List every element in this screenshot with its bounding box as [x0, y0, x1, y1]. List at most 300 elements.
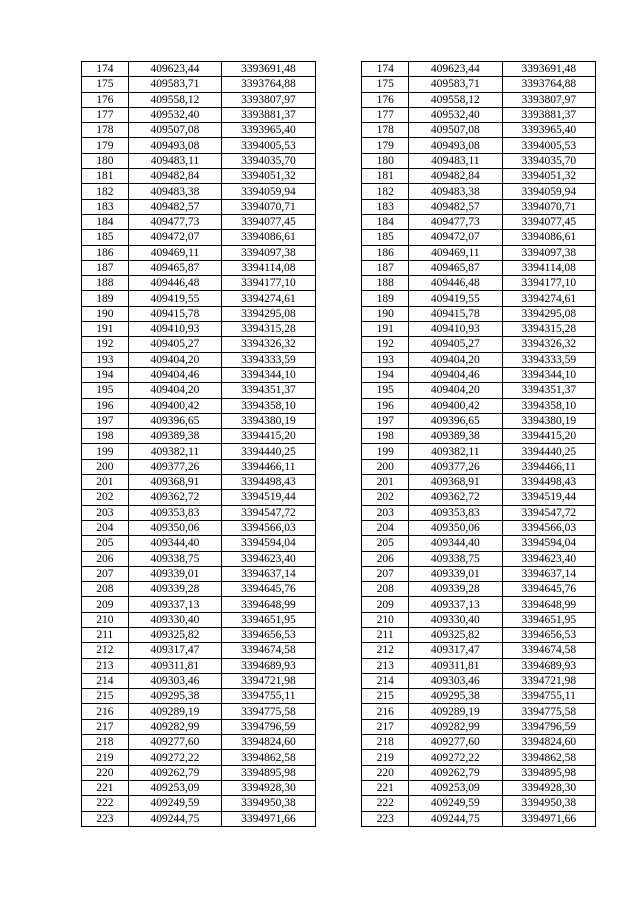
- right-y-coordinate-cell: 3394070,71: [502, 199, 595, 214]
- table-row: [82, 735, 596, 750]
- right-y-coordinate-cell: 3394086,61: [502, 230, 595, 245]
- right-point-number-cell: 208: [362, 582, 409, 597]
- table-row: [82, 291, 596, 306]
- column-gap: [315, 750, 362, 765]
- table-row: [82, 260, 596, 275]
- right-y-coordinate-cell: 3394656,53: [502, 627, 595, 642]
- left-point-number-cell: 221: [82, 780, 129, 795]
- left-point-number-cell: 198: [82, 429, 129, 444]
- left-x-coordinate-cell: 409404,46: [128, 367, 221, 382]
- right-x-coordinate-cell: 409244,75: [409, 811, 502, 826]
- right-x-coordinate-cell: 409339,01: [409, 566, 502, 581]
- right-x-coordinate-cell: 409317,47: [409, 643, 502, 658]
- left-y-coordinate-cell: 3394114,08: [222, 260, 315, 275]
- right-point-number-cell: 209: [362, 597, 409, 612]
- right-y-coordinate-cell: 3394097,38: [502, 245, 595, 260]
- table-row: [82, 62, 596, 77]
- right-point-number-cell: 207: [362, 566, 409, 581]
- column-gap: [315, 719, 362, 734]
- left-x-coordinate-cell: 409303,46: [128, 673, 221, 688]
- right-y-coordinate-cell: 3394380,19: [502, 413, 595, 428]
- right-point-number-cell: 184: [362, 214, 409, 229]
- left-point-number-cell: 207: [82, 566, 129, 581]
- left-y-coordinate-cell: 3394295,08: [222, 306, 315, 321]
- left-x-coordinate-cell: 409272,22: [128, 750, 221, 765]
- left-y-coordinate-cell: 3394648,99: [222, 597, 315, 612]
- left-y-coordinate-cell: 3393764,88: [222, 77, 315, 92]
- left-x-coordinate-cell: 409339,01: [128, 566, 221, 581]
- right-point-number-cell: 181: [362, 169, 409, 184]
- table-row: [82, 658, 596, 673]
- right-point-number-cell: 220: [362, 765, 409, 780]
- right-x-coordinate-cell: 409400,42: [409, 398, 502, 413]
- right-point-number-cell: 194: [362, 367, 409, 382]
- table-row: [82, 765, 596, 780]
- right-point-number-cell: 203: [362, 505, 409, 520]
- right-x-coordinate-cell: 409303,46: [409, 673, 502, 688]
- table-row: [82, 796, 596, 811]
- coordinates-table-body: [82, 62, 596, 827]
- right-x-coordinate-cell: 409295,38: [409, 689, 502, 704]
- left-x-coordinate-cell: 409244,75: [128, 811, 221, 826]
- right-x-coordinate-cell: 409482,84: [409, 169, 502, 184]
- right-x-coordinate-cell: 409493,08: [409, 138, 502, 153]
- left-point-number-cell: 181: [82, 169, 129, 184]
- column-gap: [315, 337, 362, 352]
- column-gap: [315, 138, 362, 153]
- left-y-coordinate-cell: 3394824,60: [222, 735, 315, 750]
- left-x-coordinate-cell: 409249,59: [128, 796, 221, 811]
- right-x-coordinate-cell: 409262,79: [409, 765, 502, 780]
- right-x-coordinate-cell: 409311,81: [409, 658, 502, 673]
- right-x-coordinate-cell: 409465,87: [409, 260, 502, 275]
- left-y-coordinate-cell: 3393881,37: [222, 107, 315, 122]
- right-x-coordinate-cell: 409353,83: [409, 505, 502, 520]
- left-y-coordinate-cell: 3394051,32: [222, 169, 315, 184]
- column-gap: [315, 597, 362, 612]
- left-x-coordinate-cell: 409253,09: [128, 780, 221, 795]
- table-row: [82, 780, 596, 795]
- column-gap: [315, 429, 362, 444]
- right-y-coordinate-cell: 3394648,99: [502, 597, 595, 612]
- column-gap: [315, 490, 362, 505]
- right-point-number-cell: 186: [362, 245, 409, 260]
- left-point-number-cell: 208: [82, 582, 129, 597]
- left-y-coordinate-cell: 3394674,58: [222, 643, 315, 658]
- right-x-coordinate-cell: 409623,44: [409, 62, 502, 77]
- left-point-number-cell: 196: [82, 398, 129, 413]
- right-y-coordinate-cell: 3394689,93: [502, 658, 595, 673]
- left-point-number-cell: 193: [82, 352, 129, 367]
- table-row: [82, 459, 596, 474]
- right-x-coordinate-cell: 409446,48: [409, 276, 502, 291]
- table-row: [82, 689, 596, 704]
- left-point-number-cell: 199: [82, 444, 129, 459]
- left-point-number-cell: 186: [82, 245, 129, 260]
- right-y-coordinate-cell: 3394344,10: [502, 367, 595, 382]
- right-x-coordinate-cell: 409253,09: [409, 780, 502, 795]
- column-gap: [315, 796, 362, 811]
- right-x-coordinate-cell: 409382,11: [409, 444, 502, 459]
- left-point-number-cell: 184: [82, 214, 129, 229]
- table-row: [82, 107, 596, 122]
- right-point-number-cell: 189: [362, 291, 409, 306]
- right-y-coordinate-cell: 3394333,59: [502, 352, 595, 367]
- right-x-coordinate-cell: 409338,75: [409, 551, 502, 566]
- table-row: [82, 383, 596, 398]
- right-y-coordinate-cell: 3393764,88: [502, 77, 595, 92]
- table-row: [82, 475, 596, 490]
- left-y-coordinate-cell: 3394651,95: [222, 612, 315, 627]
- left-point-number-cell: 219: [82, 750, 129, 765]
- table-row: [82, 153, 596, 168]
- left-y-coordinate-cell: 3394326,32: [222, 337, 315, 352]
- table-row: [82, 199, 596, 214]
- column-gap: [315, 536, 362, 551]
- left-point-number-cell: 179: [82, 138, 129, 153]
- left-point-number-cell: 177: [82, 107, 129, 122]
- left-x-coordinate-cell: 409330,40: [128, 612, 221, 627]
- right-point-number-cell: 178: [362, 123, 409, 138]
- right-y-coordinate-cell: 3394721,98: [502, 673, 595, 688]
- right-point-number-cell: 190: [362, 306, 409, 321]
- table-row: [82, 352, 596, 367]
- column-gap: [315, 704, 362, 719]
- table-row: [82, 612, 596, 627]
- column-gap: [315, 612, 362, 627]
- left-x-coordinate-cell: 409507,08: [128, 123, 221, 138]
- table-row: [82, 245, 596, 260]
- column-gap: [315, 658, 362, 673]
- right-point-number-cell: 214: [362, 673, 409, 688]
- left-x-coordinate-cell: 409493,08: [128, 138, 221, 153]
- right-y-coordinate-cell: 3394274,61: [502, 291, 595, 306]
- left-point-number-cell: 211: [82, 627, 129, 642]
- left-y-coordinate-cell: 3394344,10: [222, 367, 315, 382]
- right-x-coordinate-cell: 409389,38: [409, 429, 502, 444]
- left-x-coordinate-cell: 409262,79: [128, 765, 221, 780]
- right-y-coordinate-cell: 3394498,43: [502, 475, 595, 490]
- right-y-coordinate-cell: 3394862,58: [502, 750, 595, 765]
- right-y-coordinate-cell: 3394051,32: [502, 169, 595, 184]
- right-y-coordinate-cell: 3394519,44: [502, 490, 595, 505]
- column-gap: [315, 765, 362, 780]
- left-point-number-cell: 182: [82, 184, 129, 199]
- left-point-number-cell: 188: [82, 276, 129, 291]
- right-point-number-cell: 199: [362, 444, 409, 459]
- right-y-coordinate-cell: 3394466,11: [502, 459, 595, 474]
- right-point-number-cell: 210: [362, 612, 409, 627]
- right-y-coordinate-cell: 3394637,14: [502, 566, 595, 581]
- column-gap: [315, 566, 362, 581]
- right-x-coordinate-cell: 409419,55: [409, 291, 502, 306]
- left-point-number-cell: 220: [82, 765, 129, 780]
- table-row: [82, 505, 596, 520]
- right-y-coordinate-cell: 3394824,60: [502, 735, 595, 750]
- column-gap: [315, 123, 362, 138]
- left-point-number-cell: 195: [82, 383, 129, 398]
- right-point-number-cell: 204: [362, 520, 409, 535]
- left-y-coordinate-cell: 3394415,20: [222, 429, 315, 444]
- right-y-coordinate-cell: 3394895,98: [502, 765, 595, 780]
- left-point-number-cell: 223: [82, 811, 129, 826]
- right-x-coordinate-cell: 409410,93: [409, 322, 502, 337]
- left-point-number-cell: 178: [82, 123, 129, 138]
- column-gap: [315, 291, 362, 306]
- right-x-coordinate-cell: 409404,20: [409, 383, 502, 398]
- left-point-number-cell: 189: [82, 291, 129, 306]
- left-y-coordinate-cell: 3394566,03: [222, 520, 315, 535]
- right-point-number-cell: 219: [362, 750, 409, 765]
- table-row: [82, 413, 596, 428]
- left-y-coordinate-cell: 3394755,11: [222, 689, 315, 704]
- left-point-number-cell: 210: [82, 612, 129, 627]
- table-row: [82, 230, 596, 245]
- left-point-number-cell: 187: [82, 260, 129, 275]
- left-y-coordinate-cell: 3394498,43: [222, 475, 315, 490]
- left-x-coordinate-cell: 409583,71: [128, 77, 221, 92]
- left-y-coordinate-cell: 3394086,61: [222, 230, 315, 245]
- right-x-coordinate-cell: 409362,72: [409, 490, 502, 505]
- table-row: [82, 367, 596, 382]
- left-point-number-cell: 217: [82, 719, 129, 734]
- left-x-coordinate-cell: 409419,55: [128, 291, 221, 306]
- right-x-coordinate-cell: 409337,13: [409, 597, 502, 612]
- right-x-coordinate-cell: 409350,06: [409, 520, 502, 535]
- column-gap: [315, 352, 362, 367]
- left-y-coordinate-cell: 3394594,04: [222, 536, 315, 551]
- left-y-coordinate-cell: 3394035,70: [222, 153, 315, 168]
- right-x-coordinate-cell: 409404,46: [409, 367, 502, 382]
- column-gap: [315, 520, 362, 535]
- right-y-coordinate-cell: 3394177,10: [502, 276, 595, 291]
- right-x-coordinate-cell: 409583,71: [409, 77, 502, 92]
- table-row: [82, 92, 596, 107]
- right-y-coordinate-cell: 3394594,04: [502, 536, 595, 551]
- left-point-number-cell: 206: [82, 551, 129, 566]
- table-row: [82, 551, 596, 566]
- table-row: [82, 322, 596, 337]
- right-y-coordinate-cell: 3394755,11: [502, 689, 595, 704]
- left-x-coordinate-cell: 409368,91: [128, 475, 221, 490]
- left-point-number-cell: 202: [82, 490, 129, 505]
- left-y-coordinate-cell: 3394689,93: [222, 658, 315, 673]
- left-x-coordinate-cell: 409353,83: [128, 505, 221, 520]
- left-y-coordinate-cell: 3394070,71: [222, 199, 315, 214]
- left-point-number-cell: 190: [82, 306, 129, 321]
- left-point-number-cell: 180: [82, 153, 129, 168]
- right-y-coordinate-cell: 3394315,28: [502, 322, 595, 337]
- left-y-coordinate-cell: 3394097,38: [222, 245, 315, 260]
- left-y-coordinate-cell: 3394928,30: [222, 780, 315, 795]
- column-gap: [315, 153, 362, 168]
- left-x-coordinate-cell: 409482,57: [128, 199, 221, 214]
- right-point-number-cell: 195: [362, 383, 409, 398]
- table-row: [82, 627, 596, 642]
- left-x-coordinate-cell: 409325,82: [128, 627, 221, 642]
- right-x-coordinate-cell: 409507,08: [409, 123, 502, 138]
- table-row: [82, 444, 596, 459]
- left-y-coordinate-cell: 3394623,40: [222, 551, 315, 566]
- left-x-coordinate-cell: 409377,26: [128, 459, 221, 474]
- right-point-number-cell: 217: [362, 719, 409, 734]
- table-row: [82, 337, 596, 352]
- right-x-coordinate-cell: 409368,91: [409, 475, 502, 490]
- left-y-coordinate-cell: 3394796,59: [222, 719, 315, 734]
- left-y-coordinate-cell: 3393965,40: [222, 123, 315, 138]
- right-x-coordinate-cell: 409339,28: [409, 582, 502, 597]
- left-y-coordinate-cell: 3394656,53: [222, 627, 315, 642]
- table-row: [82, 536, 596, 551]
- left-y-coordinate-cell: 3394077,45: [222, 214, 315, 229]
- right-y-coordinate-cell: 3394326,32: [502, 337, 595, 352]
- left-x-coordinate-cell: 409282,99: [128, 719, 221, 734]
- left-x-coordinate-cell: 409277,60: [128, 735, 221, 750]
- left-x-coordinate-cell: 409337,13: [128, 597, 221, 612]
- right-x-coordinate-cell: 409277,60: [409, 735, 502, 750]
- left-point-number-cell: 203: [82, 505, 129, 520]
- left-x-coordinate-cell: 409483,11: [128, 153, 221, 168]
- right-point-number-cell: 188: [362, 276, 409, 291]
- left-x-coordinate-cell: 409396,65: [128, 413, 221, 428]
- right-point-number-cell: 191: [362, 322, 409, 337]
- right-x-coordinate-cell: 409415,78: [409, 306, 502, 321]
- column-gap: [315, 306, 362, 321]
- table-row: [82, 811, 596, 826]
- right-point-number-cell: 182: [362, 184, 409, 199]
- right-point-number-cell: 202: [362, 490, 409, 505]
- left-y-coordinate-cell: 3394519,44: [222, 490, 315, 505]
- left-y-coordinate-cell: 3394775,58: [222, 704, 315, 719]
- right-x-coordinate-cell: 409477,73: [409, 214, 502, 229]
- right-point-number-cell: 216: [362, 704, 409, 719]
- column-gap: [315, 459, 362, 474]
- right-point-number-cell: 197: [362, 413, 409, 428]
- right-point-number-cell: 175: [362, 77, 409, 92]
- table-row: [82, 566, 596, 581]
- left-y-coordinate-cell: 3394351,37: [222, 383, 315, 398]
- table-row: [82, 673, 596, 688]
- right-y-coordinate-cell: 3393691,48: [502, 62, 595, 77]
- left-x-coordinate-cell: 409405,27: [128, 337, 221, 352]
- right-point-number-cell: 192: [362, 337, 409, 352]
- table-row: [82, 719, 596, 734]
- right-x-coordinate-cell: 409404,20: [409, 352, 502, 367]
- left-x-coordinate-cell: 409482,84: [128, 169, 221, 184]
- left-x-coordinate-cell: 409382,11: [128, 444, 221, 459]
- left-point-number-cell: 218: [82, 735, 129, 750]
- right-point-number-cell: 212: [362, 643, 409, 658]
- left-y-coordinate-cell: 3394637,14: [222, 566, 315, 581]
- left-point-number-cell: 194: [82, 367, 129, 382]
- left-x-coordinate-cell: 409400,42: [128, 398, 221, 413]
- right-x-coordinate-cell: 409325,82: [409, 627, 502, 642]
- column-gap: [315, 276, 362, 291]
- column-gap: [315, 627, 362, 642]
- right-x-coordinate-cell: 409289,19: [409, 704, 502, 719]
- left-x-coordinate-cell: 409350,06: [128, 520, 221, 535]
- right-y-coordinate-cell: 3393965,40: [502, 123, 595, 138]
- column-gap: [315, 169, 362, 184]
- left-x-coordinate-cell: 409472,07: [128, 230, 221, 245]
- right-x-coordinate-cell: 409558,12: [409, 92, 502, 107]
- right-point-number-cell: 179: [362, 138, 409, 153]
- right-y-coordinate-cell: 3394796,59: [502, 719, 595, 734]
- right-y-coordinate-cell: 3394775,58: [502, 704, 595, 719]
- table-row: [82, 582, 596, 597]
- left-x-coordinate-cell: 409289,19: [128, 704, 221, 719]
- right-point-number-cell: 223: [362, 811, 409, 826]
- right-y-coordinate-cell: 3394950,38: [502, 796, 595, 811]
- table-row: [82, 398, 596, 413]
- left-x-coordinate-cell: 409415,78: [128, 306, 221, 321]
- left-y-coordinate-cell: 3394721,98: [222, 673, 315, 688]
- right-y-coordinate-cell: 3394295,08: [502, 306, 595, 321]
- column-gap: [315, 62, 362, 77]
- left-point-number-cell: 183: [82, 199, 129, 214]
- left-point-number-cell: 216: [82, 704, 129, 719]
- right-y-coordinate-cell: 3394547,72: [502, 505, 595, 520]
- right-y-coordinate-cell: 3394674,58: [502, 643, 595, 658]
- column-gap: [315, 77, 362, 92]
- right-y-coordinate-cell: 3394351,37: [502, 383, 595, 398]
- column-gap: [315, 551, 362, 566]
- left-point-number-cell: 197: [82, 413, 129, 428]
- left-point-number-cell: 176: [82, 92, 129, 107]
- right-point-number-cell: 187: [362, 260, 409, 275]
- column-gap: [315, 475, 362, 490]
- table-row: [82, 704, 596, 719]
- left-x-coordinate-cell: 409483,38: [128, 184, 221, 199]
- column-gap: [315, 643, 362, 658]
- column-gap: [315, 398, 362, 413]
- left-point-number-cell: 191: [82, 322, 129, 337]
- left-x-coordinate-cell: 409389,38: [128, 429, 221, 444]
- left-x-coordinate-cell: 409311,81: [128, 658, 221, 673]
- left-x-coordinate-cell: 409469,11: [128, 245, 221, 260]
- column-gap: [315, 673, 362, 688]
- column-gap: [315, 735, 362, 750]
- coordinates-table: [81, 61, 596, 827]
- column-gap: [315, 383, 362, 398]
- left-point-number-cell: 215: [82, 689, 129, 704]
- right-y-coordinate-cell: 3394114,08: [502, 260, 595, 275]
- column-gap: [315, 230, 362, 245]
- right-point-number-cell: 174: [362, 62, 409, 77]
- left-y-coordinate-cell: 3394440,25: [222, 444, 315, 459]
- left-point-number-cell: 212: [82, 643, 129, 658]
- right-y-coordinate-cell: 3394059,94: [502, 184, 595, 199]
- right-y-coordinate-cell: 3394005,53: [502, 138, 595, 153]
- left-point-number-cell: 204: [82, 520, 129, 535]
- column-gap: [315, 184, 362, 199]
- right-y-coordinate-cell: 3394928,30: [502, 780, 595, 795]
- left-point-number-cell: 200: [82, 459, 129, 474]
- left-x-coordinate-cell: 409465,87: [128, 260, 221, 275]
- left-y-coordinate-cell: 3394005,53: [222, 138, 315, 153]
- left-x-coordinate-cell: 409446,48: [128, 276, 221, 291]
- right-x-coordinate-cell: 409472,07: [409, 230, 502, 245]
- left-x-coordinate-cell: 409338,75: [128, 551, 221, 566]
- right-y-coordinate-cell: 3394077,45: [502, 214, 595, 229]
- right-x-coordinate-cell: 409377,26: [409, 459, 502, 474]
- left-y-coordinate-cell: 3394547,72: [222, 505, 315, 520]
- left-point-number-cell: 175: [82, 77, 129, 92]
- right-point-number-cell: 198: [362, 429, 409, 444]
- column-gap: [315, 689, 362, 704]
- left-x-coordinate-cell: 409477,73: [128, 214, 221, 229]
- right-x-coordinate-cell: 409483,38: [409, 184, 502, 199]
